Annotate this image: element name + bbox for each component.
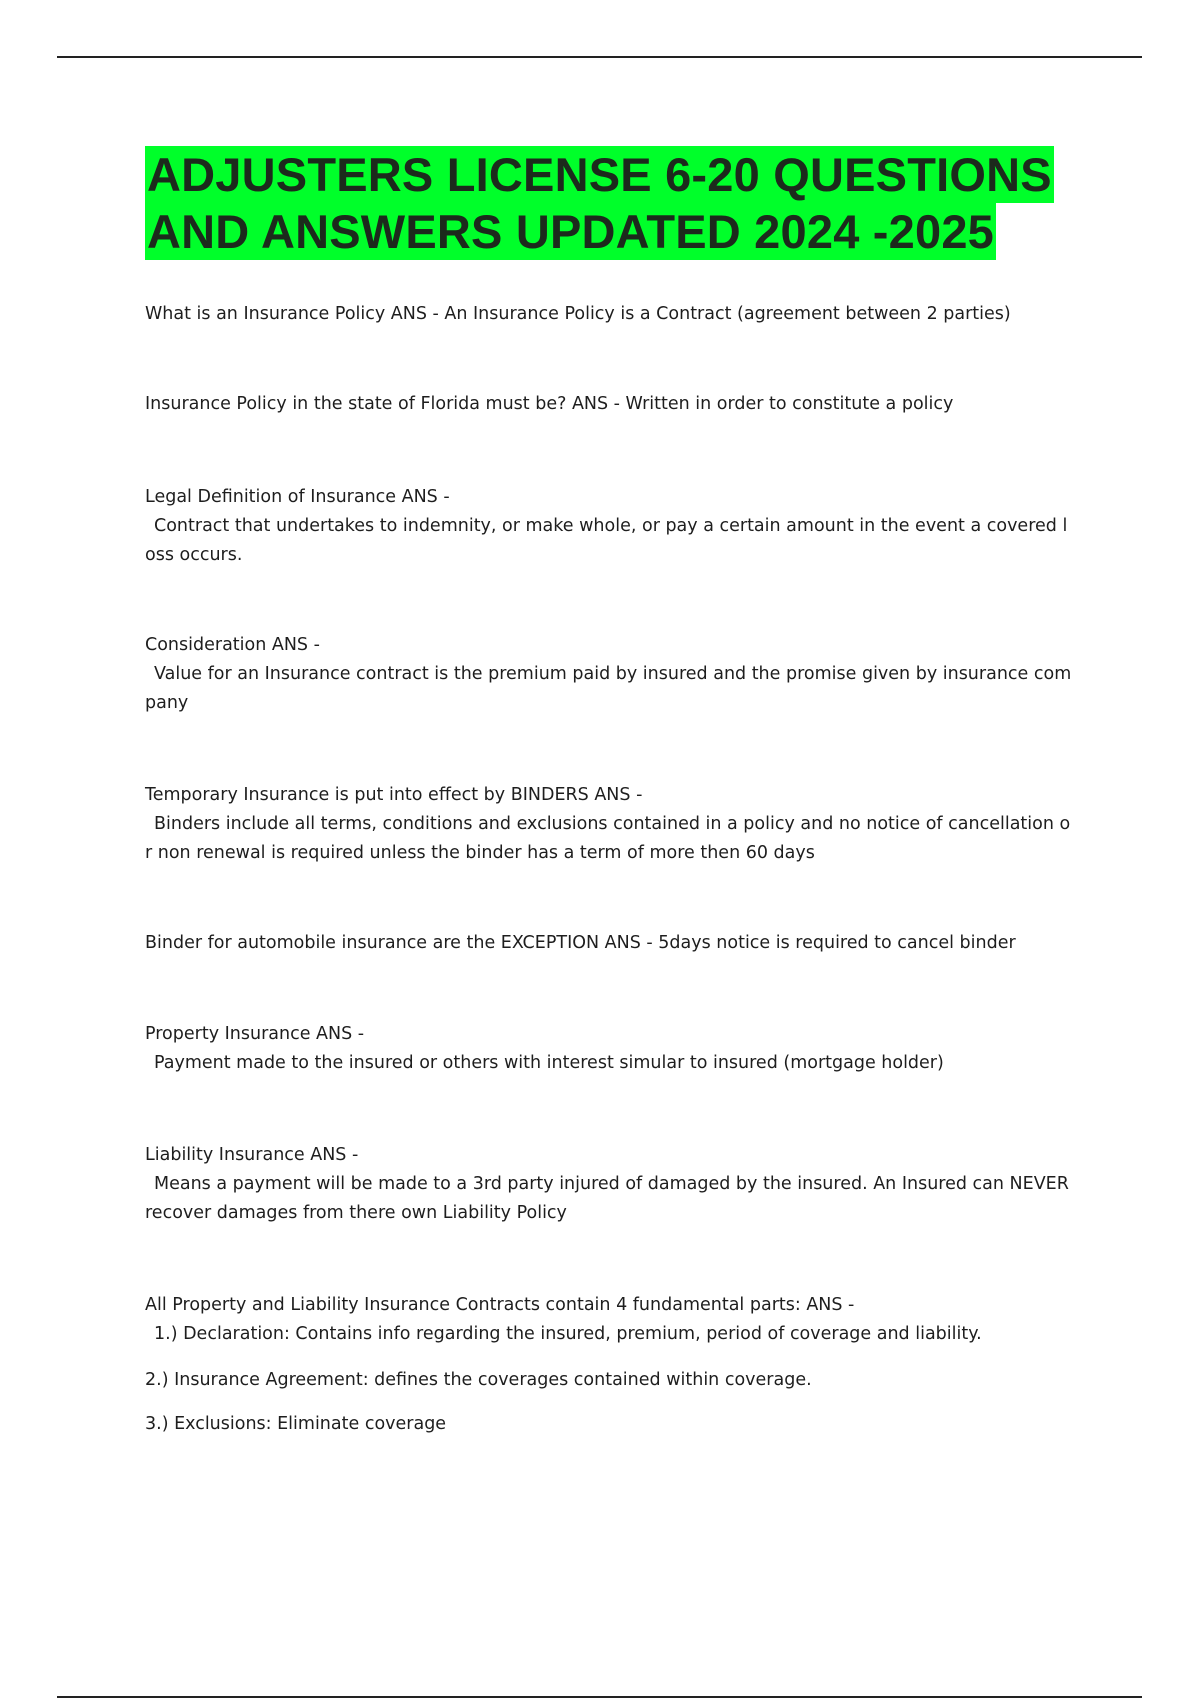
qa-item-2 — [145, 390, 1085, 419]
qa-item-8 — [145, 1141, 1085, 1228]
qa-answer — [145, 810, 1085, 868]
qa-item-7 — [145, 1020, 1085, 1078]
qa-answer-line: pany — [145, 693, 189, 713]
qa-item-1 — [145, 300, 1085, 329]
title-line-1: ADJUSTERS LICENSE 6-20 QUESTIONS — [147, 148, 1052, 201]
qa-text: Binder for automobile insurance are the EXCEPTION ANS - 5days notice is required to cancel binder — [145, 933, 1016, 953]
qa-answer — [145, 1320, 1085, 1349]
top-rule — [57, 56, 1142, 58]
qa-answer — [145, 512, 1085, 570]
qa-answer-line: 1.) Declaration: Contains info regarding the insured, premium, period of coverage and liability. — [154, 1324, 982, 1344]
qa-item-9 — [145, 1291, 1085, 1349]
qa-question: All Property and Liability Insurance Contracts contain 4 fundamental parts: ANS - — [145, 1295, 855, 1315]
qa-answer-line: Binders include all terms, conditions and exclusions contained in a policy and no notice of cancellation o — [154, 814, 1071, 834]
qa-item-4 — [145, 631, 1085, 718]
qa-answer — [145, 1049, 1085, 1078]
list-item-3: 3.) Exclusions: Eliminate coverage — [145, 1414, 447, 1434]
qa-answer-line: Contract that undertakes to indemnity, or make whole, or pay a certain amount in the event a covered l — [154, 516, 1068, 536]
qa-item-3 — [145, 483, 1085, 570]
qa-text: Insurance Policy in the state of Florida must be? ANS - Written in order to constitute a policy — [145, 394, 954, 414]
bottom-rule — [57, 1696, 1142, 1698]
qa-question: Legal Definition of Insurance ANS - — [145, 487, 450, 507]
qa-answer-line: Payment made to the insured or others with interest simular to insured (mortgage holder) — [154, 1053, 944, 1073]
qa-answer-line: oss occurs. — [145, 545, 243, 565]
title-line-2: AND ANSWERS UPDATED 2024 -2025 — [147, 205, 994, 258]
qa-answer — [145, 1170, 1085, 1228]
qa-question: Temporary Insurance is put into effect by BINDERS ANS - — [145, 785, 643, 805]
qa-answer-line: recover damages from there own Liability Policy — [145, 1203, 567, 1223]
qa-answer — [145, 660, 1085, 718]
qa-answer-line: r non renewal is required unless the binder has a term of more then 60 days — [145, 843, 815, 863]
list-item-2: 2.) Insurance Agreement: defines the coverages contained within coverage. — [145, 1370, 812, 1390]
qa-question: Property Insurance ANS - — [145, 1024, 365, 1044]
qa-answer-line: Means a payment will be made to a 3rd party injured of damaged by the insured. An Insured can NEVER — [154, 1174, 1069, 1194]
qa-item-5 — [145, 781, 1085, 868]
qa-question: Liability Insurance ANS - — [145, 1145, 359, 1165]
qa-item-6 — [145, 929, 1085, 958]
qa-text: What is an Insurance Policy ANS - An Insurance Policy is a Contract (agreement between 2 parties) — [145, 304, 1011, 324]
qa-answer-line: Value for an Insurance contract is the premium paid by insured and the promise given by insurance com — [154, 664, 1072, 684]
qa-question: Consideration ANS - — [145, 635, 320, 655]
document-title — [145, 146, 1095, 260]
